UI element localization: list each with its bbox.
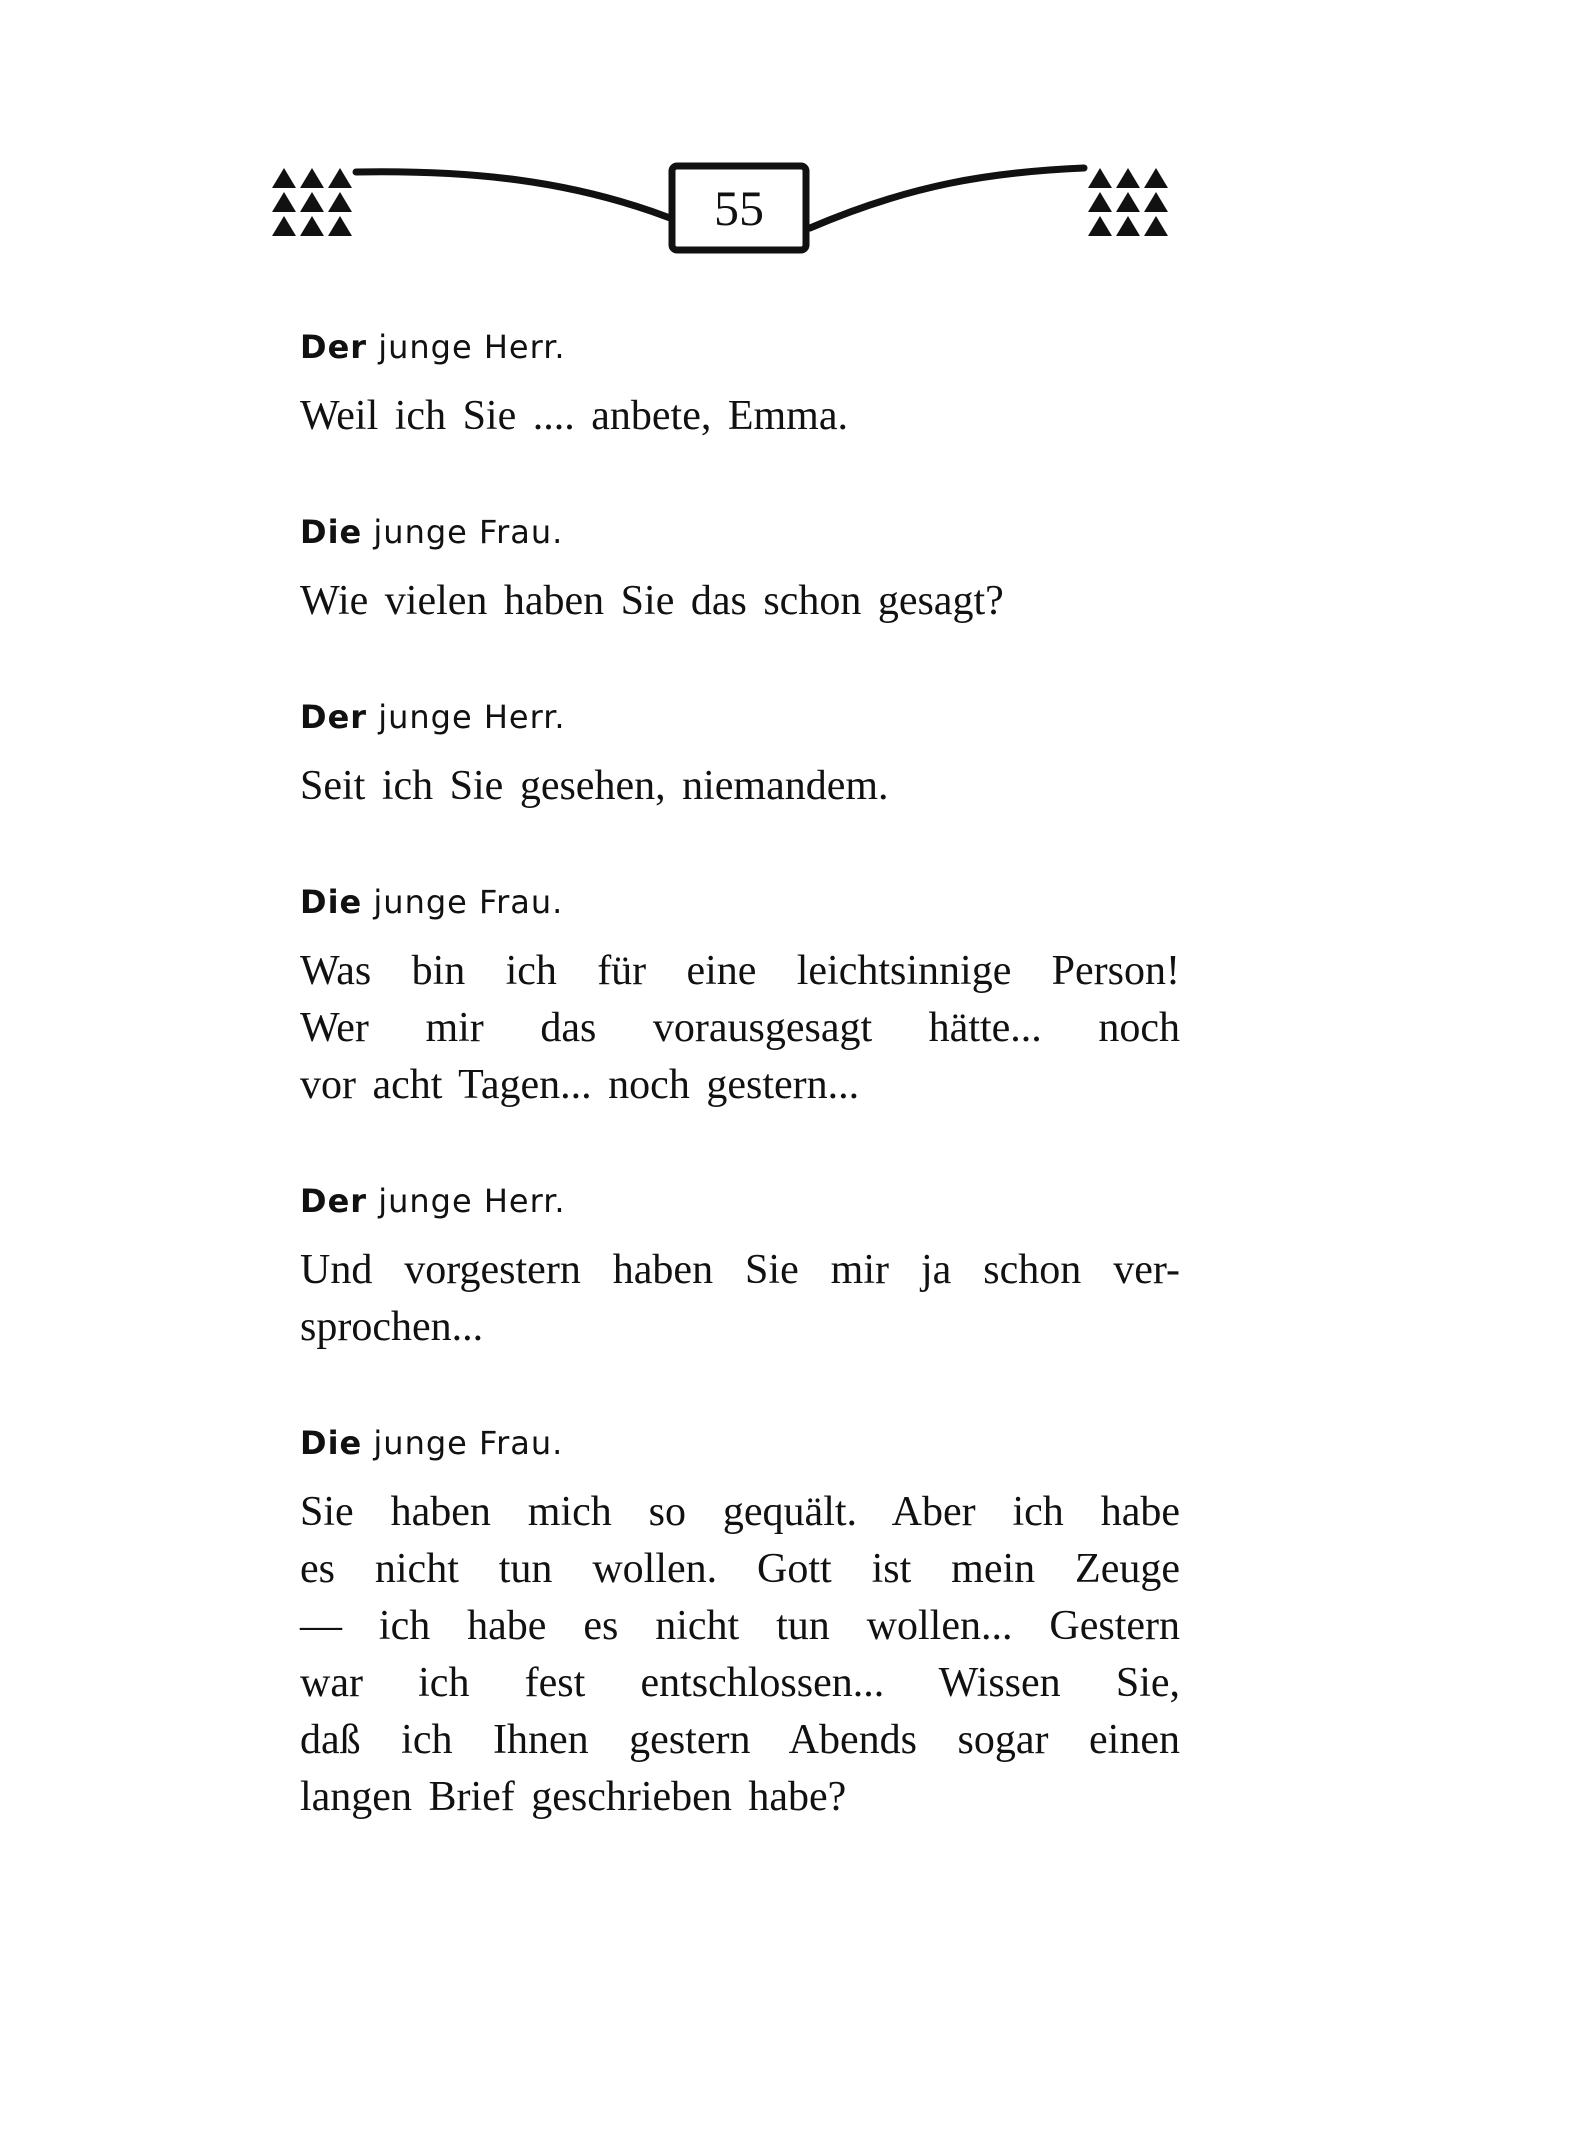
speech-line: langen Brief geschrieben habe? [300,1774,847,1820]
speech-line: Und vorgestern haben Sie mir ja schon ver- [300,1247,1180,1293]
speaker-article: Der [300,698,368,736]
dialogue-block [300,875,1180,1114]
dialogue-content [300,320,1180,1886]
speaker-name: junge Herr. [378,328,566,366]
speech-line: Sie haben mich so gequält. Aber ich habe [300,1489,1180,1535]
speaker-article: Die [300,513,363,551]
speaker-name: junge Frau. [373,1424,564,1462]
left-triangle-cluster-icon [272,168,352,236]
right-triangle-cluster-icon [1088,168,1168,236]
speaker-label [300,320,1180,374]
dialogue-block [300,1416,1180,1826]
speech-line: vor acht Tagen... noch gestern... [300,1062,860,1108]
dialogue-block [300,690,1180,815]
speaker-label [300,505,1180,559]
speech-line: daß ich Ihnen gestern Abends sogar einen [300,1717,1180,1763]
speaker-label [300,1416,1180,1470]
speech-line: Weil ich Sie .... anbete, Emma. [300,393,848,439]
dialogue-block [300,505,1180,630]
speaker-label [300,1174,1180,1228]
speaker-article: Der [300,328,368,366]
speaker-article: Der [300,1182,368,1220]
page-number: 55 [714,180,764,236]
speech-line: — ich habe es nicht tun wollen... Gestern [300,1603,1180,1649]
speaker-name: junge Herr. [378,698,566,736]
speech-line: Wer mir das vorausgesagt hätte... noch [300,1005,1180,1051]
speaker-label [300,875,1180,929]
speaker-name: junge Frau. [373,513,564,551]
speaker-article: Die [300,1424,363,1462]
dialogue-block [300,320,1180,445]
speaker-article: Die [300,883,363,921]
speech-line: sprochen... [300,1304,484,1350]
speech-line: Was bin ich für eine leichtsinnige Person! [300,948,1180,994]
speaker-name: junge Herr. [378,1182,566,1220]
speaker-label [300,690,1180,744]
speech-line: es nicht tun wollen. Gott ist mein Zeuge [300,1546,1180,1592]
speech-line: war ich fest entschlossen... Wissen Sie, [300,1660,1180,1706]
speech-line: Seit ich Sie gesehen, niemandem. [300,763,889,809]
dialogue-block [300,1174,1180,1356]
speaker-name: junge Frau. [373,883,564,921]
speech-line: Wie vielen haben Sie das schon gesagt? [300,578,1004,624]
